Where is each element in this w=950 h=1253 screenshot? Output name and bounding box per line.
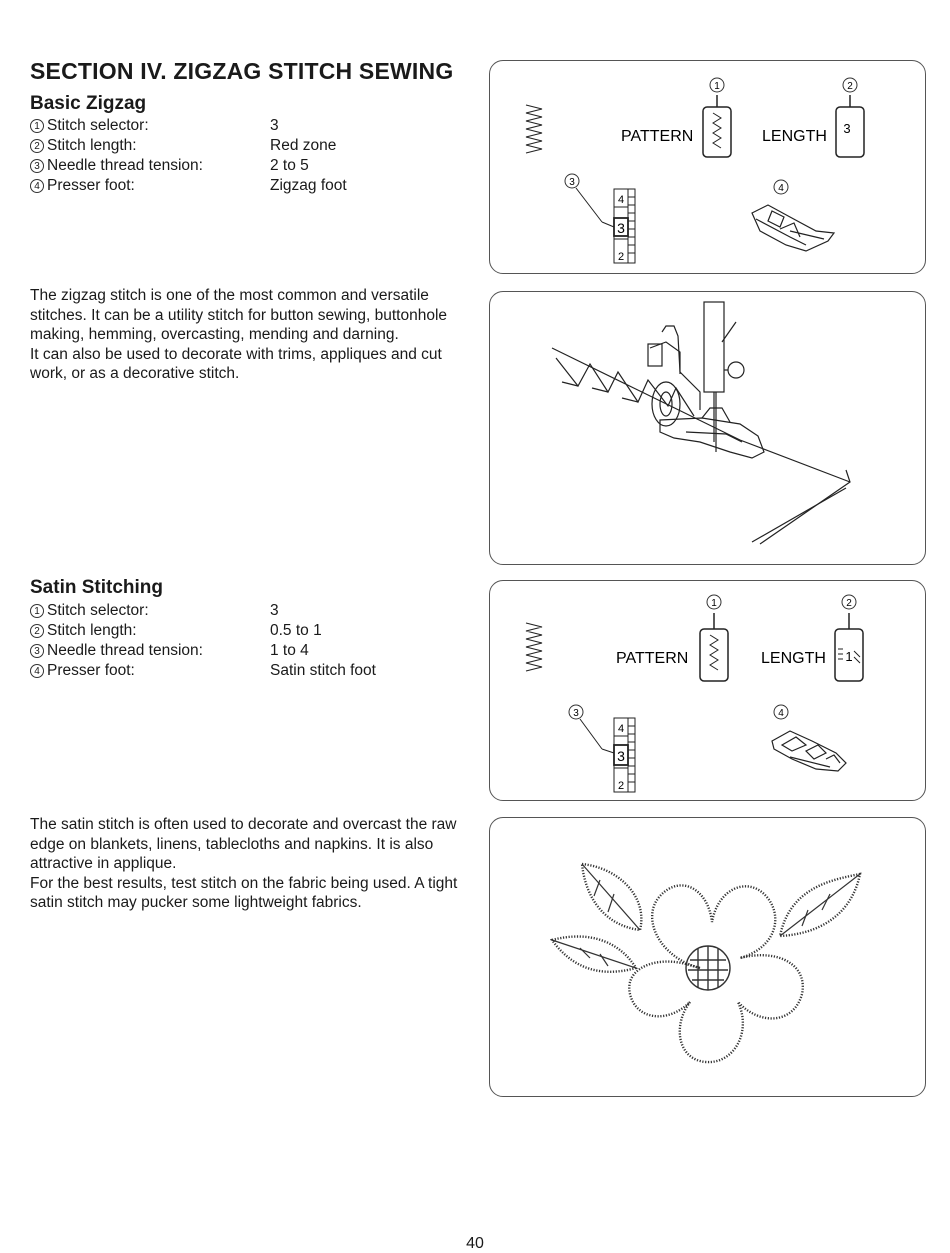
pattern-window [700, 613, 728, 681]
callout-leader [576, 188, 602, 222]
basic-settings-diagram [489, 60, 926, 274]
callout-number: 4 [778, 708, 784, 719]
zigzag-pattern-icon [526, 105, 542, 153]
flower-center [686, 946, 730, 990]
satin-stitching-title: Satin Stitching [30, 577, 163, 598]
setting-label: Stitch length: [47, 622, 137, 639]
basic-paragraph-2: It can also be used to decorate with trims, appliques and cut work, or as a decorative stitch. [30, 345, 442, 382]
dial-number: 3 [617, 220, 625, 236]
satin-settings-list [30, 601, 376, 681]
setting-row [30, 661, 376, 681]
dial-number: 4 [617, 194, 625, 206]
basic-description [30, 286, 470, 384]
pattern-label: PATTERN [621, 128, 694, 145]
callout-number: 4 [30, 664, 44, 678]
callout-number: 2 [846, 598, 852, 609]
pattern-label: PATTERN [616, 650, 689, 667]
setting-row [30, 641, 376, 661]
zigzag-sewing-illustration [489, 291, 926, 565]
setting-value: 3 [270, 602, 279, 619]
setting-row [30, 136, 347, 156]
callout-number: 1 [714, 81, 720, 92]
setting-value: Zigzag foot [270, 177, 347, 194]
setting-value: 0.5 to 1 [270, 622, 322, 639]
basic-settings-diagram-svg [490, 61, 927, 275]
needle-bar [704, 302, 724, 392]
setting-value: 1 to 4 [270, 642, 309, 659]
length-window [835, 613, 863, 681]
setting-row [30, 621, 376, 641]
satin-paragraph-1: The satin stitch is often used to decorate and overcast the raw edge on blankets, linens, tablecloths and napkins. It is also attractive in applique. [30, 816, 457, 872]
flower-petals [552, 864, 860, 1062]
dial-number: 2 [617, 780, 625, 792]
setting-label: Needle thread tension: [47, 157, 203, 174]
leaf-veins [552, 864, 860, 968]
length-label: LENGTH [761, 650, 826, 667]
satin-paragraph-2: For the best results, test stitch on the fabric being used. A tight satin stitch may pucker some lightweight fabrics. [30, 874, 458, 911]
callout-number: 2 [847, 81, 853, 92]
satin-settings-diagram-svg [490, 581, 927, 802]
setting-label: Needle thread tension: [47, 642, 203, 659]
callout-number: 2 [30, 624, 44, 638]
satin-flower-svg [490, 818, 927, 1098]
satin-flower-illustration [489, 817, 926, 1097]
zigzag-pattern-icon [526, 623, 542, 671]
dial-number: 4 [617, 723, 625, 735]
pattern-window [703, 95, 731, 157]
satin-description [30, 815, 470, 913]
setting-value: Satin stitch foot [270, 662, 376, 679]
zigzag-foot-icon [752, 205, 834, 251]
setting-label: Stitch selector: [47, 602, 149, 619]
satin-foot-icon [772, 731, 846, 771]
setting-label: Stitch selector: [47, 117, 149, 134]
callout-number: 1 [711, 598, 717, 609]
section-title: SECTION IV. ZIGZAG STITCH SEWING [30, 58, 454, 84]
setting-value: Red zone [270, 137, 337, 154]
callout-number: 4 [778, 183, 784, 194]
length-value: 1 [845, 649, 853, 664]
callout-number: 3 [569, 177, 575, 188]
zigzag-sewing-svg [490, 292, 927, 566]
callout-number: 1 [30, 119, 44, 133]
setting-row [30, 176, 347, 196]
callout-number: 4 [30, 179, 44, 193]
setting-value: 2 to 5 [270, 157, 309, 174]
fabric-fold [760, 470, 850, 544]
callout-leader [580, 719, 602, 749]
setting-row [30, 116, 347, 136]
fabric-edge-line [552, 348, 850, 482]
page-number: 40 [466, 1235, 484, 1252]
setting-row [30, 601, 376, 621]
setting-value: 3 [270, 117, 279, 134]
callout-number: 3 [573, 708, 579, 719]
dial-number: 3 [617, 748, 625, 764]
dial-number: 2 [617, 251, 625, 263]
callout-number: 3 [30, 159, 44, 173]
length-value: 3 [843, 121, 851, 136]
satin-settings-diagram [489, 580, 926, 801]
basic-zigzag-title: Basic Zigzag [30, 93, 147, 114]
callout-number: 2 [30, 139, 44, 153]
setting-label: Presser foot: [47, 177, 135, 194]
basic-paragraph-1: The zigzag stitch is one of the most common and versatile stitches. It can be a utility stitch for button sewing, buttonhole making, hemming, overcasting, mending and darning. [30, 287, 448, 343]
setting-label: Presser foot: [47, 662, 135, 679]
basic-settings-list [30, 116, 347, 196]
length-label: LENGTH [762, 128, 827, 145]
callout-number: 1 [30, 604, 44, 618]
setting-row [30, 156, 347, 176]
setting-label: Stitch length: [47, 137, 137, 154]
callout-number: 3 [30, 644, 44, 658]
